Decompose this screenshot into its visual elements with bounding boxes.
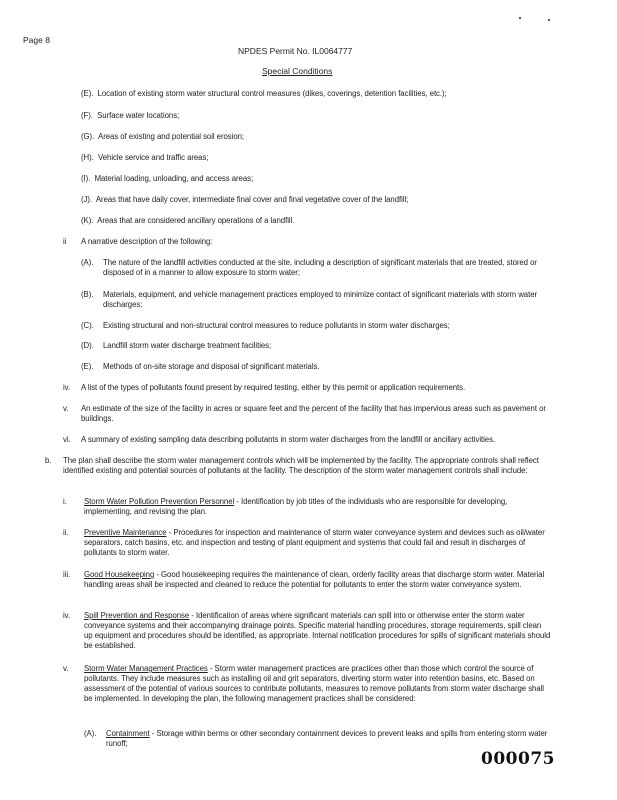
section-title: Special Conditions [262, 66, 333, 76]
control-title: Spill Prevention and Response [84, 611, 190, 620]
control-text: - Storm water management practices are practices other than those which control the source of pollutants. They include measures such as installing oil and grit separators, diverting storm water into retention basins, etc. Based on assessment of the potential of various sources to contribute pollutants, measures to remove pollutants from storm water discharge shall be implemented. In developing the plan, the following management practices shall be considered: [84, 664, 544, 703]
bates-stamp: 000075 [481, 749, 555, 769]
list-item [81, 195, 408, 205]
item-text: Material loading, unloading, and access areas; [94, 174, 254, 183]
control-title: Good Housekeeping [84, 570, 155, 579]
item-text: Vehicle service and traffic areas; [98, 153, 209, 162]
item-text: Areas of existing and potential soil erosion; [98, 132, 245, 141]
control-label: v. [63, 664, 69, 673]
item-text: Surface water locations; [97, 111, 180, 120]
control-label: iii. [63, 570, 71, 579]
roman-v-label: v. [63, 404, 69, 413]
item-label: (F). [81, 111, 93, 120]
item-text: Areas that are considered ancillary operations of a landfill. [97, 216, 295, 225]
list-item [81, 89, 447, 99]
control-text: - Identification by job titles of the individuals who are responsible for developing, implementing, and revising the plan. [84, 497, 508, 516]
section-b-label: b. [45, 456, 52, 465]
roman-iv-text: A list of the types of pollutants found present by required testing, either by this permit or application requirements. [81, 383, 466, 392]
control-item [84, 570, 551, 590]
list-item [81, 111, 179, 121]
roman-vi-text: A summary of existing sampling data describing pollutants in storm water discharges from the landfill or ancillary activities. [81, 435, 496, 444]
scan-speck [548, 19, 550, 21]
item-label: (K). [81, 216, 94, 225]
control-item [84, 611, 551, 651]
item-text: Areas that have daily cover, intermediate final cover and final vegetative cover of the landfill; [95, 195, 409, 204]
control-label: ii. [63, 528, 69, 537]
practice-a-text: - Storage within berms or other secondary containment devices to prevent leaks and spills from entering storm water runoff; [106, 729, 548, 748]
practice-a-label: (A). [84, 729, 97, 738]
page-label: Page 8 [23, 35, 50, 45]
item-text: Methods of on-site storage and disposal of significant materials. [103, 362, 320, 371]
item-text: The nature of the landfill activities conducted at the site, including a description of significant materials that are treated, stored or disposed of in a manner to allow exposure to storm water; [103, 258, 537, 277]
item-label: (H). [81, 153, 94, 162]
item-label: (E). [81, 362, 94, 371]
list-item [81, 153, 208, 163]
scan-speck [519, 17, 521, 19]
control-text: - Procedures for inspection and maintenance of storm water conveyance system and devices such as oil/water separators, catch basins, etc. and inspection and testing of plant equipment and systems that could fail and result in discharges of pollutants to storm water. [84, 528, 545, 557]
item-label: (D). [81, 341, 94, 350]
roman-ii-text: A narrative description of the following: [81, 237, 213, 246]
item-text: Materials, equipment, and vehicle management practices employed to minimize contact of significant materials with storm water discharges; [103, 290, 538, 309]
list-item [81, 216, 294, 226]
item-text: Location of existing storm water structural control measures (dikes, coverings, detention facilities, etc.); [97, 89, 447, 98]
control-title: Preventive Maintenance [84, 528, 167, 537]
item-text: Landfill storm water discharge treatment facilities; [103, 341, 272, 350]
list-item [81, 174, 253, 184]
roman-vi-label: vi. [63, 435, 71, 444]
control-text: - Good housekeeping requires the maintenance of clean, orderly facility areas that discharge storm water. Material handling areas shall be inspected and cleaned to reduce the potential for pollutants to enter the storm water conveyance system. [84, 570, 545, 589]
control-title: Storm Water Pollution Prevention Personnel [84, 497, 235, 506]
item-label: (I). [81, 174, 91, 183]
control-item [84, 528, 551, 558]
control-label: iv. [63, 611, 71, 620]
control-item [84, 497, 551, 517]
control-title: Storm Water Management Practices [84, 664, 208, 673]
item-label: (C). [81, 321, 94, 330]
item-label: (B). [81, 290, 94, 299]
practice-a-item [106, 729, 551, 749]
item-label: (J). [81, 195, 93, 204]
control-item [84, 664, 551, 704]
control-text: - Identification of areas where significant materials can spill into or otherwise enter the storm water conveyance systems and their accompanying drainage points. Specific material handling procedures, storage requirements, spill clean up equipment and procedures should be identified, as appropriate. Internal notification procedures for spills of significant materials should be established. [84, 611, 551, 650]
list-item [81, 132, 244, 142]
item-label: (A). [81, 258, 94, 267]
item-text: Existing structural and non-structural control measures to reduce pollutants in storm water discharges; [103, 321, 450, 330]
roman-v-text: An estimate of the size of the facility in acres or square feet and the percent of the facility that has impervious areas such as pavement or buildings. [81, 404, 546, 423]
item-label: (E). [81, 89, 94, 98]
item-label: (G). [81, 132, 95, 141]
control-label: i. [63, 497, 67, 506]
section-b-text: The plan shall describe the storm water management controls which will be implemented by the facility. The appropriate controls shall reflect identified existing and potential sources of pollutants at the facility. The description of the storm water management controls shall include: [63, 456, 539, 475]
roman-ii-label: ii [63, 237, 67, 246]
practice-a-title: Containment [106, 729, 150, 738]
roman-iv-label: iv. [63, 383, 71, 392]
permit-title: NPDES Permit No. IL0064777 [238, 46, 353, 56]
